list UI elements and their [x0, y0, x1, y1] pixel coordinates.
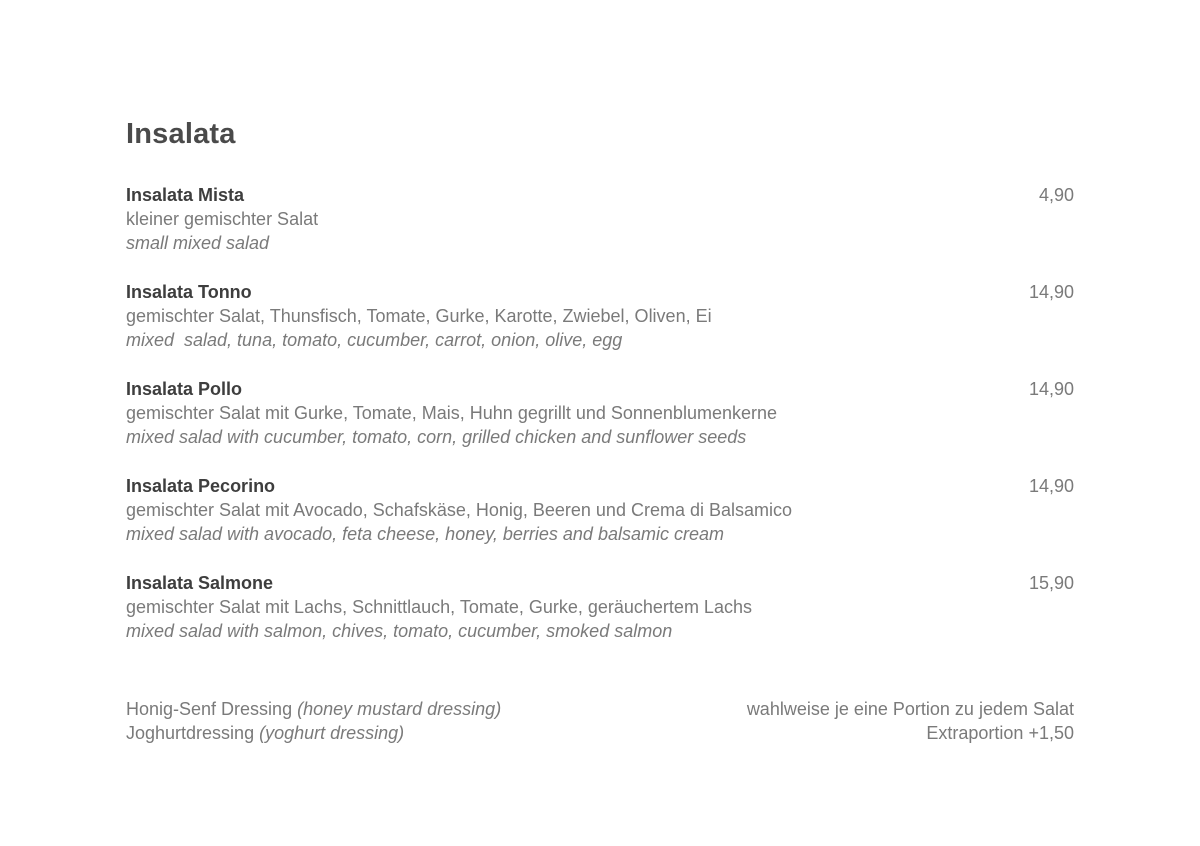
item-price: 4,90 [1038, 185, 1074, 205]
item-description-de: gemischter Salat mit Lachs, Schnittlauch, Tomate, Gurke, geräuchertem Lachs [126, 597, 752, 617]
item-description-en: mixed salad with cucumber, tomato, corn, grilled chicken and sunflower seeds [126, 427, 747, 447]
item-name: Insalata Salmone [126, 573, 274, 593]
item-name: Insalata Mista [126, 185, 245, 205]
item-name: Insalata Pecorino [126, 476, 276, 496]
dressing-option [126, 721, 501, 745]
dressing-info [747, 697, 1074, 745]
dressing-name-en: (yoghurt dressing) [259, 723, 405, 743]
item-name: Insalata Pollo [126, 379, 243, 399]
menu-list [126, 183, 1074, 668]
item-description-en: small mixed salad [126, 233, 270, 253]
item-description-en: mixed salad, tuna, tomato, cucumber, carrot, onion, olive, egg [126, 330, 623, 350]
item-price: 14,90 [1028, 476, 1074, 496]
menu-page [126, 0, 1074, 846]
menu-item [126, 183, 1074, 280]
menu-item [126, 474, 1074, 571]
dressing-note: wahlweise je eine Portion zu jedem Salat [746, 699, 1074, 719]
item-price: 15,90 [1028, 573, 1074, 593]
menu-item [126, 571, 1074, 668]
dressing-list [126, 697, 501, 745]
dressing-name-de: Joghurtdressing [126, 723, 255, 743]
item-description-de: kleiner gemischter Salat [126, 209, 319, 229]
dressing-option [126, 697, 501, 721]
section-title: Insalata [126, 118, 236, 150]
item-description-en: mixed salad with avocado, feta cheese, honey, berries and balsamic cream [126, 524, 724, 544]
item-description-de: gemischter Salat mit Gurke, Tomate, Mais, Huhn gegrillt und Sonnenblumenkerne [126, 403, 777, 423]
menu-item [126, 280, 1074, 377]
item-price: 14,90 [1028, 282, 1074, 302]
item-name: Insalata Tonno [126, 282, 252, 302]
dressing-name-de: Honig-Senf Dressing [126, 699, 293, 719]
extra-portion-price: Extraportion +1,50 [926, 723, 1074, 743]
item-description-de: gemischter Salat, Thunsfisch, Tomate, Gurke, Karotte, Zwiebel, Oliven, Ei [126, 306, 712, 326]
item-price: 14,90 [1028, 379, 1074, 399]
menu-item [126, 377, 1074, 474]
item-description-en: mixed salad with salmon, chives, tomato, cucumber, smoked salmon [126, 621, 673, 641]
dressing-name-en: (honey mustard dressing) [297, 699, 502, 719]
item-description-de: gemischter Salat mit Avocado, Schafskäse, Honig, Beeren und Crema di Balsamico [126, 500, 792, 520]
